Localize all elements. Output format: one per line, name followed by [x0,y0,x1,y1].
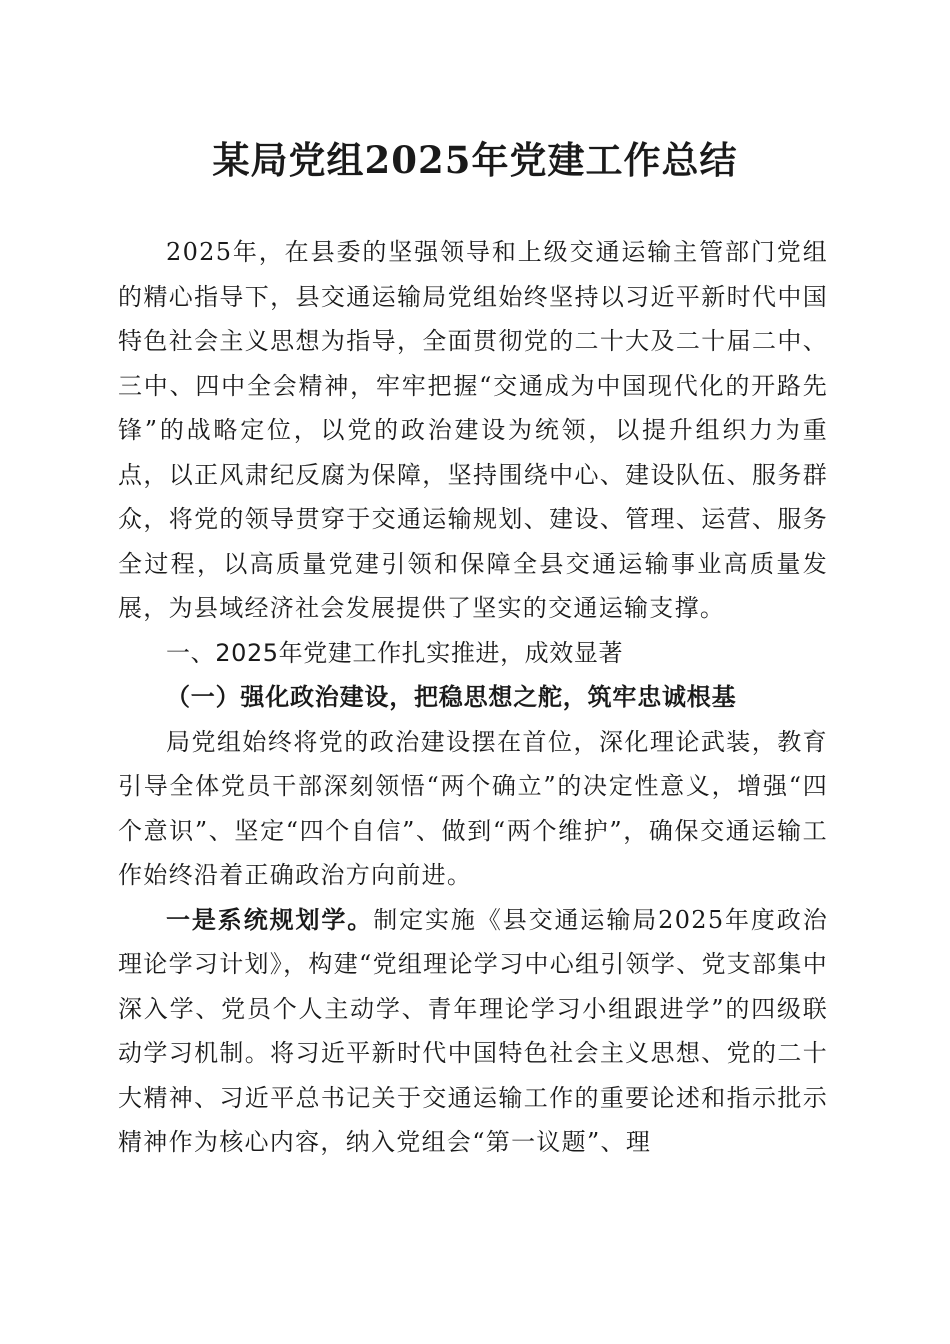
document-title: 某局党组2025年党建工作总结 [212,138,738,182]
section-heading-1: 一、2025年党建工作扎实推进，成效显著 [166,638,624,667]
subsection-heading-1: （一）强化政治建设，把稳思想之舵，筑牢忠诚根基 [166,682,737,711]
document-body [118,230,828,1165]
paragraph-lead-phrase: 一是系统规划学。 [166,904,374,934]
body-paragraph-1: 局党组始终将党的政治建设摆在首位，深化理论武装，教育引导全体党员干部深刻领悟“两个确立”的决定性意义，增强“四个意识”、坚定“四个自信”、做到“两个维护”，确保交通运输工作始终沿着正确政治方向前进。 [118,727,828,889]
intro-paragraph: 2025年，在县委的坚强领导和上级交通运输主管部门党组的精心指导下，县交通运输局党组始终坚持以习近平新时代中国特色社会主义思想为指导，全面贯彻党的二十大及二十届二中、三中、四中全会精神，牢牢把握“交通成为中国现代化的开路先锋”的战略定位，以党的政治建设为统领，以提升组织力为重点，以正风肃纪反腐为保障，坚持围绕中心、建设队伍、服务群众，将党的领导贯穿于交通运输规划、建设、管理、运营、服务全过程，以高质量党建引领和保障全县交通运输事业高质量发展，为县域经济社会发展提供了坚实的交通运输支撑。 [118,238,828,622]
paragraph-body-text: 制定实施《县交通运输局2025年度政治理论学习计划》，构建“党组理论学习中心组引领学、党支部集中深入学、党员个人主动学、青年理论学习小组跟进学”的四级联动学习机制。将习近平新时代中国特色社会主义思想、党的二十大精神、习近平总书记关于交通运输工作的重要论述和指示批示精神作为核心内容，纳入党组会“第一议题”、理 [118,905,829,1156]
body-paragraph-2 [118,898,828,1165]
